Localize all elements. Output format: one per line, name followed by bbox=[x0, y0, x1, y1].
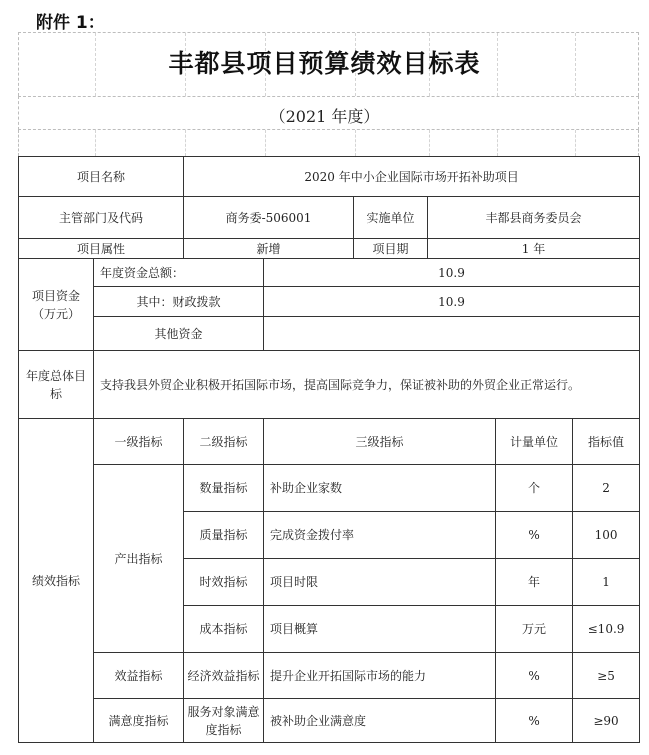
level1-output: 产出指标 bbox=[94, 465, 184, 653]
funds-total-value: 10.9 bbox=[264, 259, 640, 287]
level1-benefit: 效益指标 bbox=[94, 653, 184, 699]
funds-other-label: 其他资金 bbox=[94, 317, 264, 351]
header-unit: 计量单位 bbox=[496, 419, 573, 465]
funds-label: 项目资金（万元） bbox=[19, 259, 94, 351]
indicators-label: 绩效指标 bbox=[19, 419, 94, 743]
level3-economic: 提升企业开拓国际市场的能力 bbox=[264, 653, 496, 699]
level3-service: 被补助企业满意度 bbox=[264, 699, 496, 743]
unit-quantity: 个 bbox=[496, 465, 573, 512]
project-name-value: 2020 年中小企业国际市场开拓补助项目 bbox=[184, 157, 640, 197]
value-cost: ≤10.9 bbox=[573, 606, 640, 653]
header-value: 指标值 bbox=[573, 419, 640, 465]
value-quantity: 2 bbox=[573, 465, 640, 512]
attr-value: 新增 bbox=[184, 239, 354, 259]
header-level2: 二级指标 bbox=[184, 419, 264, 465]
unit-quality: % bbox=[496, 512, 573, 559]
attr-label: 项目属性 bbox=[19, 239, 184, 259]
project-name-label: 项目名称 bbox=[19, 157, 184, 197]
impl-label: 实施单位 bbox=[354, 197, 428, 239]
attachment-label: 附件 1： bbox=[36, 13, 105, 33]
level3-cost: 项目概算 bbox=[264, 606, 496, 653]
level3-timeliness: 项目时限 bbox=[264, 559, 496, 606]
goal-label: 年度总体目标 bbox=[19, 351, 94, 419]
level3-quality: 完成资金拨付率 bbox=[264, 512, 496, 559]
funds-fiscal-label: 其中：财政拨款 bbox=[94, 287, 264, 317]
level1-satisfaction: 满意度指标 bbox=[94, 699, 184, 743]
value-service: ≥90 bbox=[573, 699, 640, 743]
funds-fiscal-value: 10.9 bbox=[264, 287, 640, 317]
header-level3: 三级指标 bbox=[264, 419, 496, 465]
goal-text: 支持我县外贸企业积极开拓国际市场，提高国际竞争力，保证被补助的外贸企业正常运行。 bbox=[94, 351, 640, 419]
impl-value: 丰都县商务委员会 bbox=[428, 197, 640, 239]
period-label: 项目期 bbox=[354, 239, 428, 259]
unit-cost: 万元 bbox=[496, 606, 573, 653]
level2-economic: 经济效益指标 bbox=[184, 653, 264, 699]
level3-quantity: 补助企业家数 bbox=[264, 465, 496, 512]
unit-timeliness: 年 bbox=[496, 559, 573, 606]
value-timeliness: 1 bbox=[573, 559, 640, 606]
header-level1: 一级指标 bbox=[94, 419, 184, 465]
level2-cost: 成本指标 bbox=[184, 606, 264, 653]
unit-service: % bbox=[496, 699, 573, 743]
funds-other-value bbox=[264, 317, 640, 351]
period-value: 1 年 bbox=[428, 239, 640, 259]
page-title: 丰都县项目预算绩效目标表 bbox=[168, 49, 481, 78]
value-economic: ≥5 bbox=[573, 653, 640, 699]
funds-total-label: 年度资金总额： bbox=[94, 259, 264, 287]
dept-label: 主管部门及代码 bbox=[19, 197, 184, 239]
level2-quantity: 数量指标 bbox=[184, 465, 264, 512]
budget-performance-table bbox=[18, 156, 640, 743]
dept-value: 商务委-506001 bbox=[184, 197, 354, 239]
unit-economic: % bbox=[496, 653, 573, 699]
level2-service: 服务对象满意度指标 bbox=[184, 699, 264, 743]
gap-frame bbox=[18, 130, 639, 156]
level2-quality: 质量指标 bbox=[184, 512, 264, 559]
level2-timeliness: 时效指标 bbox=[184, 559, 264, 606]
value-quality: 100 bbox=[573, 512, 640, 559]
year-subtitle: （2021 年度） bbox=[269, 107, 380, 126]
